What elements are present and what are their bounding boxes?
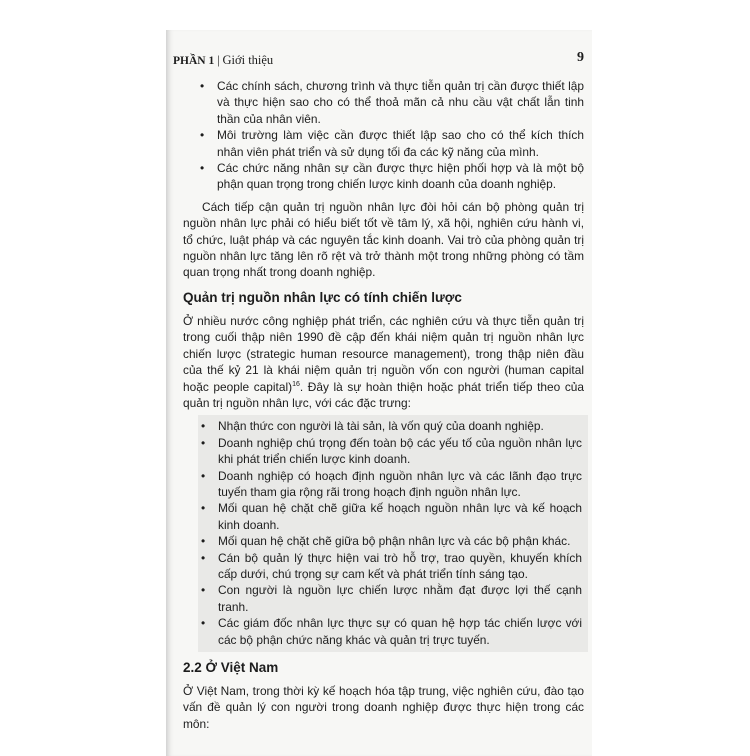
paragraph: Ở nhiều nước công nghiệp phát triển, các nghiên cứu và thực tiễn quản trị trong cuối thập niên 1990 đề cập đến khái niệm quản trị nguồn nhân lực chiến lược (strategic human resource management), trong thập niên đầu của thế kỷ 21 là khái niệm quản trị nguồn vốn con người (human capital hoặc people capital)$^{16}$. Đây là sự hoàn thiện hoặc phát triển tiếp theo của quản trị nguồn nhân lực, với các đặc trưng:: [183, 313, 584, 410]
paragraph: Cách tiếp cận quản trị nguồn nhân lực đòi hỏi cán bộ phòng quản trị nguồn nhân lực phải có hiểu biết tốt về tâm lý, xã hội, nghiên cứu hành vi, tổ chức, luật pháp và các nguyên tắc kinh doanh. Vai trò của phòng quản trị nguồn nhân lực tăng lên rõ rệt và trở thành một trong những phòng có tầm quan trọng nhất trong doanh nghiệp.: [183, 199, 584, 280]
footnote-reference: 16: [292, 380, 300, 388]
bullet-list-top: [183, 78, 584, 193]
page-number: 9: [577, 50, 584, 65]
section-heading: 2.2 Ở Việt Nam: [183, 660, 279, 675]
bullet-list-characteristics: [201, 418, 582, 648]
paragraph: Ở Việt Nam, trong thời kỳ kế hoạch hóa tập trung, việc nghiên cứu, đào tạo vấn đề quản lý con người trong doanh nghiệp được thực hiện trong các môn:: [183, 684, 584, 731]
list-item: • Con người là nguồn lực chiến lược nhằm đạt được lợi thế cạnh tranh.: [201, 583, 582, 614]
part-label: PHẦN 1 | Giới thiệu: [173, 53, 274, 67]
list-item: • Các chính sách, chương trình và thực tiễn quản trị cần được thiết lập và thực hiện sao cho có thể thoả mãn cả nhu cầu vật chất lẫn tinh thần của nhân viên.: [200, 79, 584, 126]
list-item: • Nhận thức con người là tài sản, là vốn quý của doanh nghiệp.: [201, 419, 544, 434]
list-item: • Các giám đốc nhân lực thực sự có quan hệ hợp tác chiến lược với các bộ phận chức năng khác và quản trị trực tuyến.: [201, 616, 582, 647]
section-title: Giới thiệu: [222, 53, 274, 67]
book-page: [166, 30, 592, 756]
running-header: [173, 52, 584, 70]
list-item: • Mối quan hệ chặt chẽ giữa kế hoạch nguồn nhân lực và kế hoạch kinh doanh.: [201, 501, 582, 532]
list-item: • Các chức năng nhân sự cần được thực hiện phối hợp và là một bộ phận quan trọng trong chiến lược kinh doanh của doanh nghiệp.: [200, 161, 584, 192]
list-item: • Môi trường làm việc cần được thiết lập sao cho có thể kích thích nhân viên phát triển và sử dụng tối đa các kỹ năng của mình.: [200, 128, 584, 159]
list-item: • Doanh nghiệp chú trọng đến toàn bộ các yếu tố của nguồn nhân lực khi phát triển chiến lược kinh doanh.: [201, 435, 582, 467]
list-item: • Cán bộ quản lý thực hiện vai trò hỗ trợ, trao quyền, khuyến khích cấp dưới, chú trọng sự cam kết và phát triển tính sáng tạo.: [201, 550, 582, 581]
highlight-box: [198, 415, 588, 652]
list-item: • Mối quan hệ chặt chẽ giữa bộ phận nhân lực và các bộ phận khác.: [201, 534, 571, 549]
section-heading: Quản trị nguồn nhân lực có tính chiến lược: [183, 289, 462, 305]
list-item: • Doanh nghiệp có hoạch định nguồn nhân lực và các lãnh đạo trực tuyến tham gia rộng rãi trong hoạch định nguồn nhân lực.: [201, 468, 582, 499]
